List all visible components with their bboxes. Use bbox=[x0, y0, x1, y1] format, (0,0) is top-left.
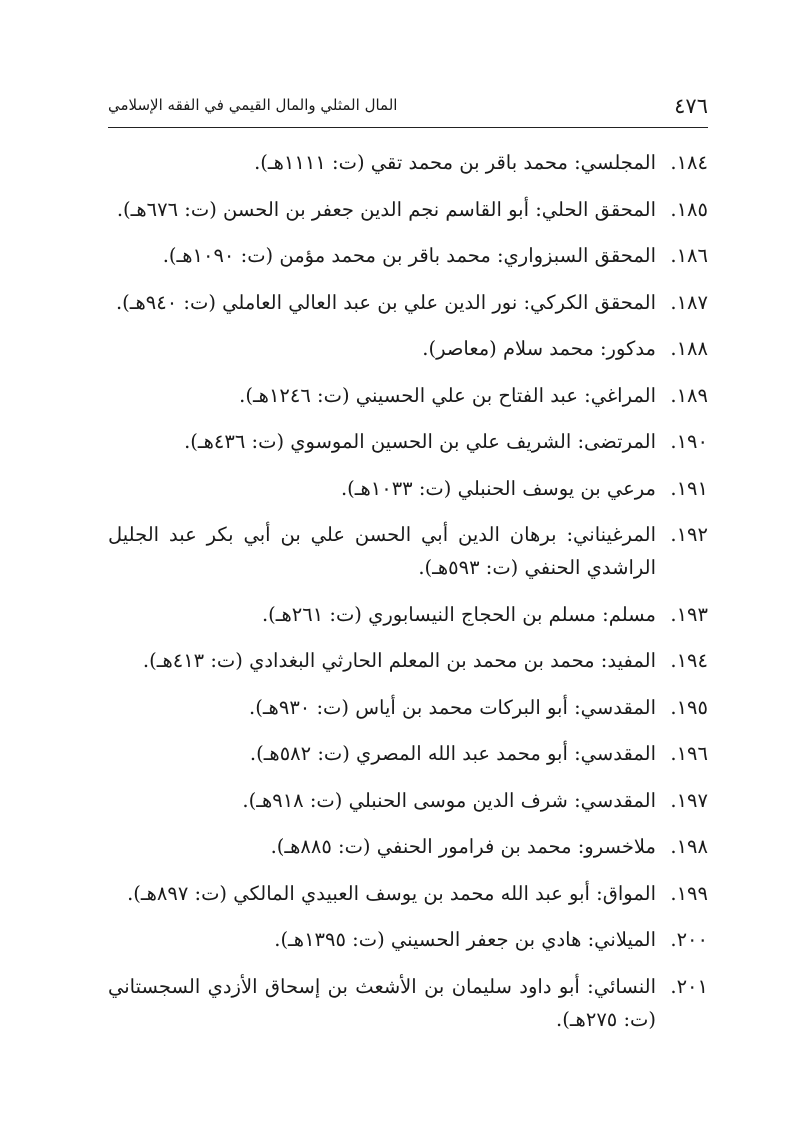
list-item bbox=[108, 425, 708, 458]
entry-text: المفيد: محمد بن محمد بن المعلم الحارثي البغدادي (ت: ٤١٣هـ). bbox=[142, 649, 656, 672]
running-title: المال المثلي والمال القيمي في الفقه الإسلامي bbox=[108, 96, 398, 114]
entry-text: المرغيناني: برهان الدين أبي الحسن علي بن أبي بكر عبد الجليل الراشدي الحنفي (ت: ٥٩٣هـ). bbox=[108, 523, 656, 579]
list-item bbox=[108, 518, 708, 584]
entry-number: ١٩٧. bbox=[670, 788, 708, 812]
entry-number: ١٨٨. bbox=[670, 337, 708, 360]
entry-text: الميلاني: هادي بن جعفر الحسيني (ت: ١٣٩٥هـ). bbox=[274, 928, 656, 951]
list-item bbox=[108, 877, 708, 910]
list-item bbox=[108, 598, 708, 631]
list-item bbox=[108, 472, 708, 505]
page-number: ٤٧٦ bbox=[674, 94, 708, 118]
list-item bbox=[108, 379, 708, 412]
entry-number: ١٨٥. bbox=[670, 197, 708, 221]
entry-text: المحقق الحلي: أبو القاسم نجم الدين جعفر بن الحسن (ت: ٦٧٦هـ). bbox=[116, 197, 656, 221]
entry-number: ١٩٦. bbox=[670, 742, 708, 765]
entry-number: ١٩٨. bbox=[670, 835, 708, 858]
list-item bbox=[108, 146, 708, 179]
entry-text: مرعي بن يوسف الحنبلي (ت: ١٠٣٣هـ). bbox=[340, 476, 656, 500]
entry-text: المحقق الكركي: نور الدين علي بن عبد العالي العاملي (ت: ٩٤٠هـ). bbox=[115, 290, 656, 314]
entry-number: ١٩٣. bbox=[670, 602, 708, 626]
entry-text: المرتضى: الشريف علي بن الحسين الموسوي (ت: ٤٣٦هـ). bbox=[184, 430, 656, 453]
entry-number: ١٩٥. bbox=[670, 695, 708, 719]
entry-number: ١٩١. bbox=[670, 476, 708, 500]
entry-text: المقدسي: أبو محمد عبد الله المصري (ت: ٥٨٢هـ). bbox=[249, 742, 656, 765]
entry-text: النسائي: أبو داود سليمان بن الأشعث بن إسحاق الأزدي السجستاني (ت: ٢٧٥هـ). bbox=[108, 974, 656, 1031]
list-item bbox=[108, 691, 708, 724]
entry-text: ملاخسرو: محمد بن فرامور الحنفي (ت: ٨٨٥هـ). bbox=[270, 835, 656, 858]
entry-number: ١٨٤. bbox=[670, 151, 708, 174]
list-item bbox=[108, 644, 708, 677]
biography-list bbox=[108, 146, 708, 1049]
entry-text: مدكور: محمد سلام (معاصر). bbox=[422, 337, 656, 360]
list-item bbox=[108, 737, 708, 770]
entry-number: ١٩٩. bbox=[670, 881, 708, 905]
entry-text: المراغي: عبد الفتاح بن علي الحسيني (ت: ١٢٤٦هـ). bbox=[239, 383, 656, 407]
entry-number: ١٨٩. bbox=[670, 383, 708, 407]
entry-number: ١٩٠. bbox=[670, 430, 708, 453]
entry-text: المجلسي: محمد باقر بن محمد تقي (ت: ١١١١هـ). bbox=[254, 151, 656, 174]
entry-number: ١٩٢. bbox=[670, 523, 708, 546]
entry-number: ١٩٤. bbox=[670, 649, 708, 672]
entry-text: مسلم: مسلم بن الحجاج النيسابوري (ت: ٢٦١هـ). bbox=[261, 602, 656, 626]
entry-text: المواق: أبو عبد الله محمد بن يوسف العبيدي المالكي (ت: ٨٩٧هـ). bbox=[127, 881, 656, 905]
entry-text: المقدسي: أبو البركات محمد بن أياس (ت: ٩٣٠هـ). bbox=[249, 695, 656, 719]
list-item bbox=[108, 830, 708, 863]
list-item bbox=[108, 332, 708, 365]
list-item bbox=[108, 239, 708, 272]
list-item bbox=[108, 784, 708, 817]
entry-text: المحقق السبزواري: محمد باقر بن محمد مؤمن (ت: ١٠٩٠هـ). bbox=[162, 244, 656, 267]
list-item bbox=[108, 286, 708, 319]
header-divider bbox=[108, 127, 708, 128]
entry-number: ١٨٦. bbox=[670, 244, 708, 267]
page-header bbox=[108, 88, 708, 124]
list-item bbox=[108, 923, 708, 956]
list-item bbox=[108, 970, 708, 1036]
entry-number: ٢٠٠. bbox=[670, 928, 708, 951]
entry-number: ٢٠١. bbox=[670, 974, 708, 998]
entry-text: المقدسي: شرف الدين موسى الحنبلي (ت: ٩١٨هـ). bbox=[242, 788, 656, 812]
list-item bbox=[108, 193, 708, 226]
entry-number: ١٨٧. bbox=[670, 290, 708, 314]
